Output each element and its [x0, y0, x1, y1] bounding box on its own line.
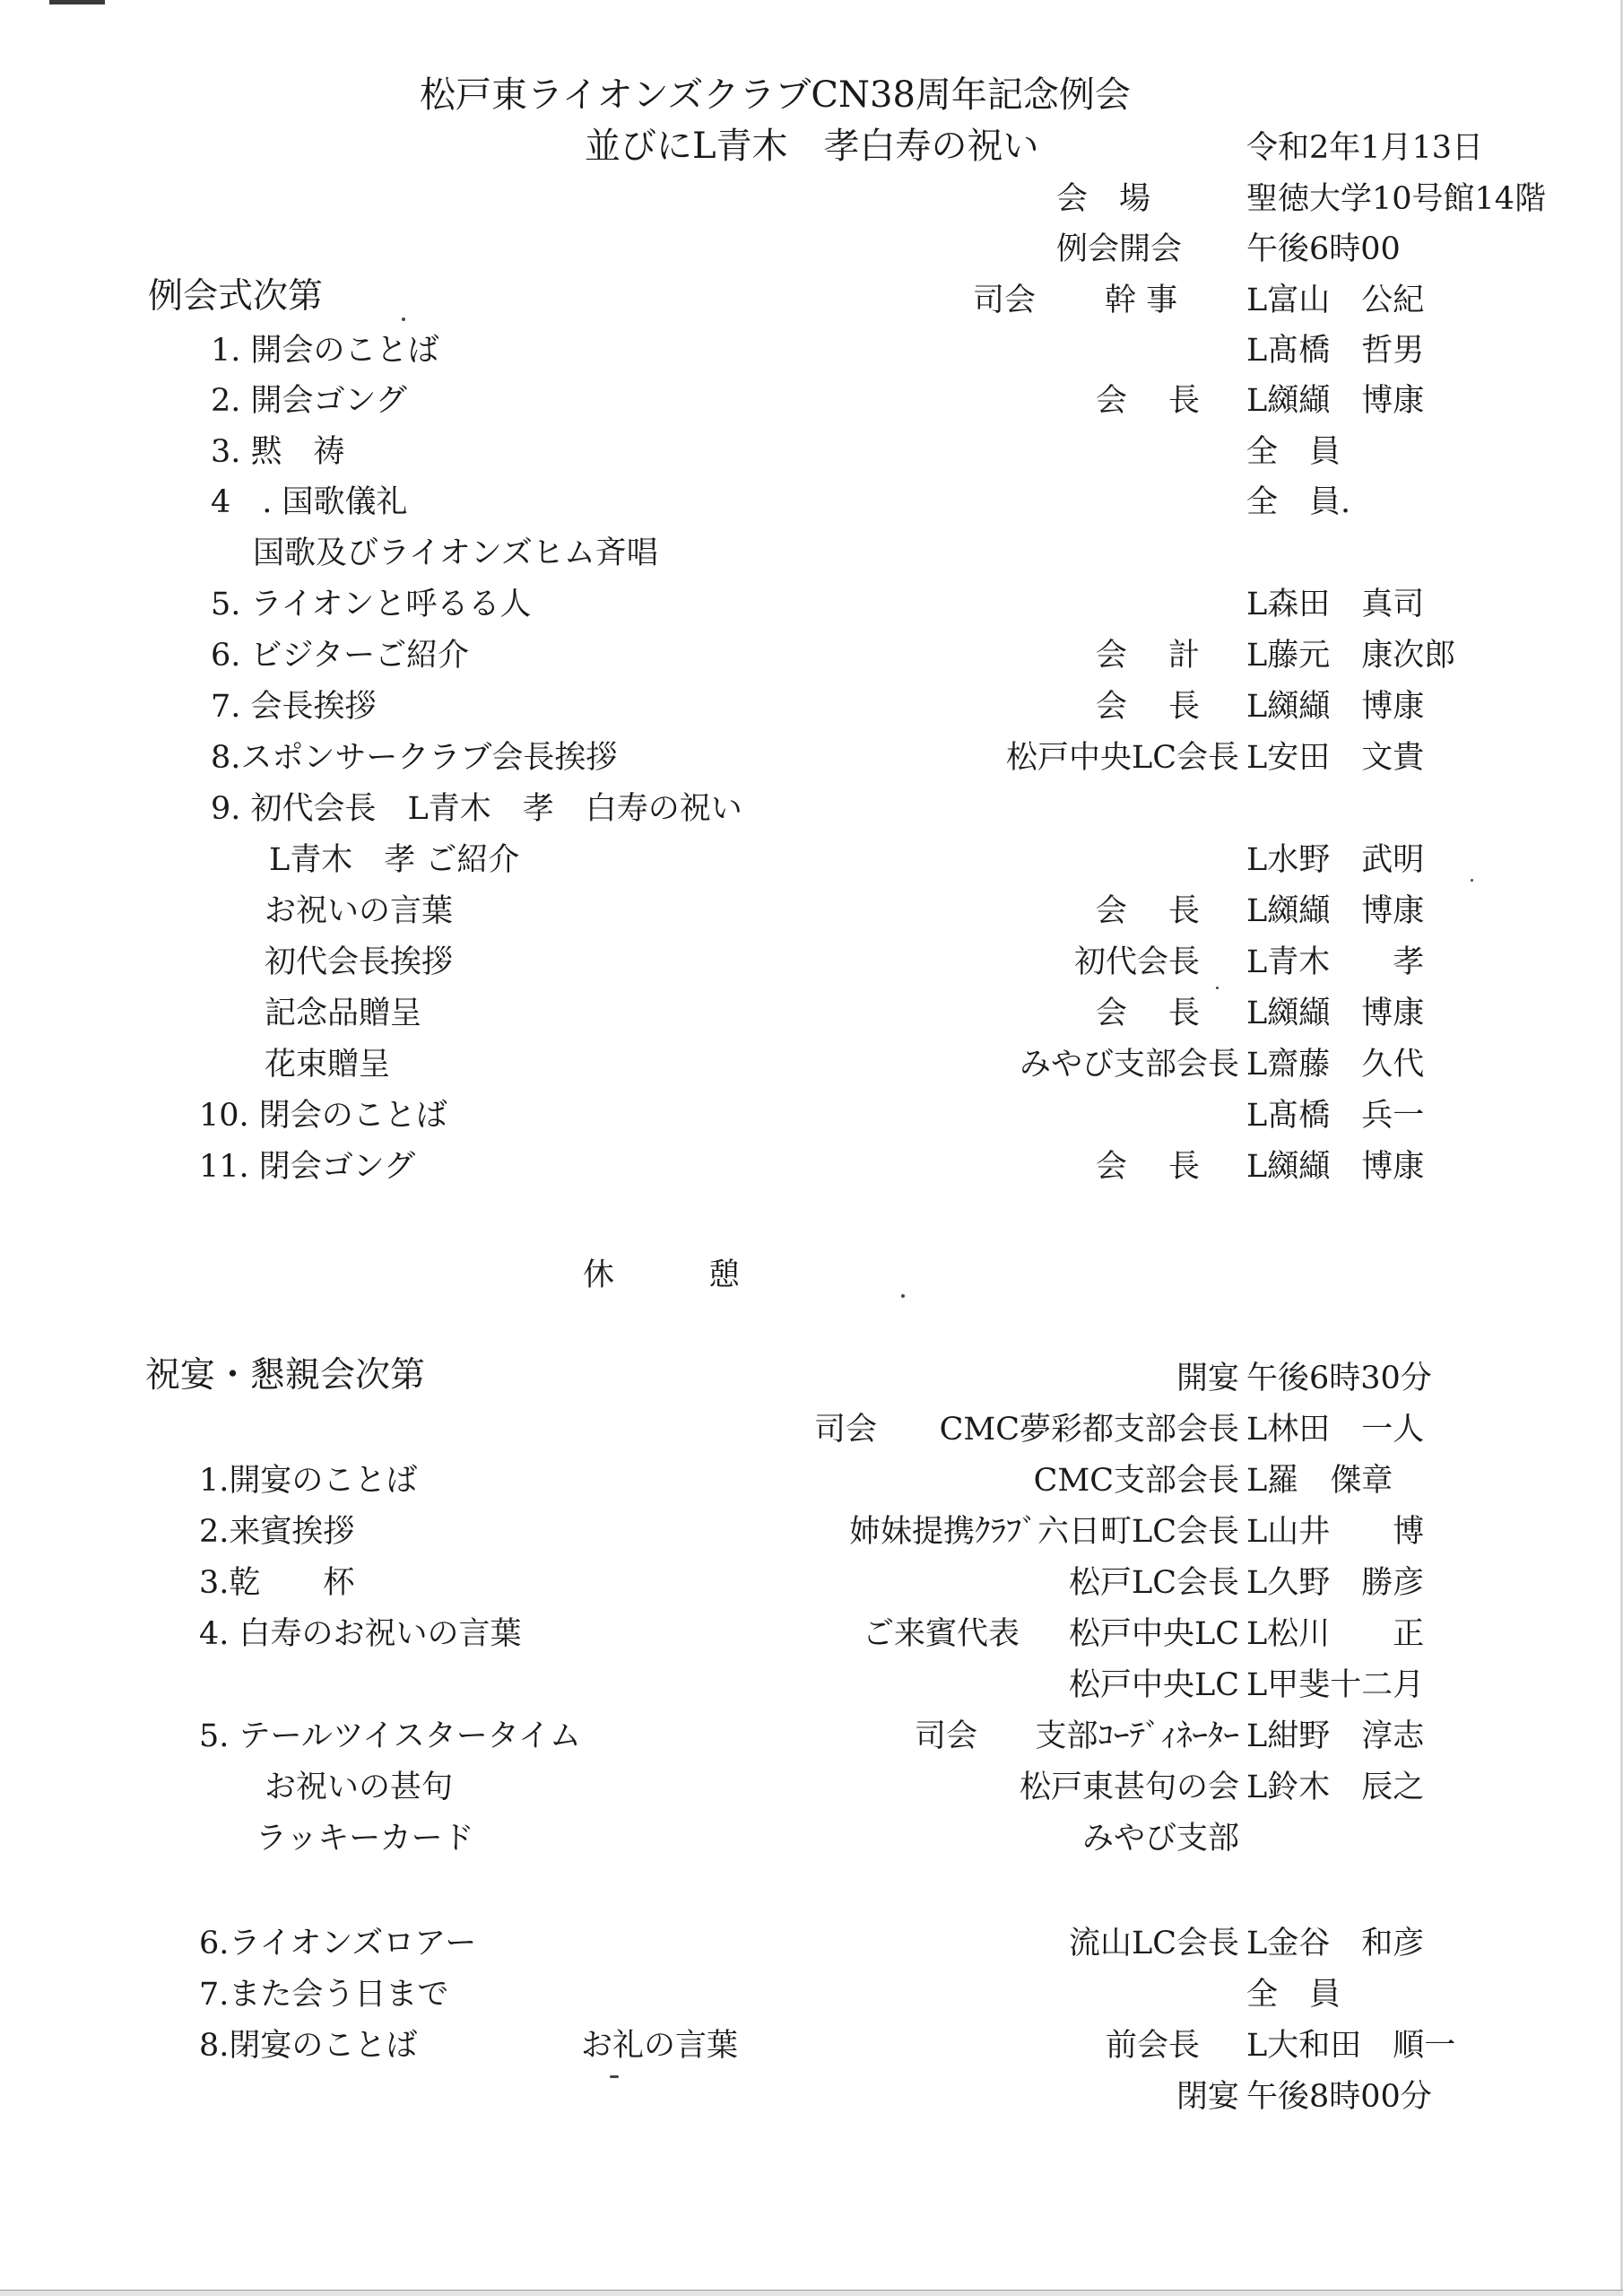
program-person: L纐纈 博康: [1246, 1149, 1425, 1185]
program-item: 7. 会長挨拶: [211, 689, 377, 725]
banquet-role: 松戸中央LC: [1068, 1616, 1239, 1652]
banquet-person: L羅 傑章: [1246, 1463, 1393, 1499]
program-person: L纐纈 博康: [1246, 893, 1425, 929]
program-person: L水野 武明: [1246, 842, 1425, 878]
banquet-role: 松戸東甚句の会: [1019, 1770, 1239, 1805]
banquet-person: L金谷 和彦: [1246, 1926, 1425, 1961]
break-label: 休 憩: [583, 1257, 741, 1293]
program-subitem: 花束贈呈: [265, 1047, 391, 1083]
program-role: 初代会長: [1073, 944, 1200, 980]
program-subitem: L青木 孝 ご紹介: [269, 842, 520, 878]
venue-label: 会 場: [1056, 181, 1151, 217]
program-role: 会 長: [1095, 996, 1200, 1031]
program-subitem: お祝いの言葉: [265, 893, 454, 929]
scan-artifact: [49, 0, 105, 4]
program-role: 会 長: [1095, 383, 1200, 419]
program-item: 3. 黙 祷: [211, 434, 345, 470]
program-role: 会 長: [1095, 1149, 1200, 1185]
document-title: 松戸東ライオンズクラブCN38周年記念例会: [420, 74, 1131, 116]
program-role: みやび支部会長: [1019, 1047, 1239, 1083]
banquet-role: 支部ｺｰﾃﾞｨﾈｰﾀｰ: [1035, 1718, 1239, 1754]
open-time-value: 午後6時00: [1246, 231, 1401, 267]
banquet-mc-label: 司会: [814, 1412, 878, 1448]
program-item: 4 . 国歌儀礼: [211, 484, 408, 520]
banquet-person: L大和田 順一: [1246, 2028, 1456, 2064]
banquet-item: 8.閉宴のことば: [199, 2028, 418, 2064]
meeting-heading: 例会式次第: [148, 276, 324, 317]
banquet-item: 3.乾 杯: [199, 1565, 355, 1601]
program-person: 全 員: [1246, 434, 1341, 470]
banquet-item-note: お礼の言葉: [581, 2028, 739, 2064]
banquet-subitem: お祝いの甚句: [265, 1770, 454, 1805]
scan-speck: [1216, 987, 1219, 989]
banquet-item: 7.また会う日まで: [199, 1977, 449, 2013]
document-subtitle: 並びにL青木 孝白寿の祝い: [585, 126, 1039, 167]
event-date: 令和2年1月13日: [1246, 130, 1484, 166]
banquet-item: 1.開宴のことば: [199, 1463, 418, 1499]
program-item: 6. ビジターご紹介: [211, 638, 470, 674]
program-item: 2. 開会ゴング: [211, 383, 407, 419]
program-item: 8.スポンサークラブ会長挨拶: [211, 740, 618, 776]
banquet-mc-role: CMC夢彩都支部会長: [939, 1412, 1239, 1448]
banquet-person: L久野 勝彦: [1246, 1565, 1425, 1601]
banquet-close-label: 閉宴: [1176, 2079, 1239, 2115]
banquet-open-label: 開宴: [1176, 1361, 1239, 1396]
program-person: L森田 真司: [1246, 587, 1425, 622]
open-time-label: 例会開会: [1056, 231, 1183, 267]
banquet-role: 前会長: [1105, 2028, 1200, 2064]
program-role: 会 計: [1095, 638, 1200, 674]
program-item: 1. 開会のことば: [211, 333, 439, 369]
program-person: L髙橋 哲男: [1246, 333, 1425, 369]
banquet-role-prefix: ご来賓代表: [863, 1616, 1020, 1652]
program-person: L纐纈 博康: [1246, 689, 1425, 725]
banquet-subitem: ラッキーカード: [256, 1821, 474, 1857]
banquet-item: 6.ライオンズロアー: [199, 1926, 477, 1961]
banquet-person: L松川 正: [1246, 1616, 1425, 1652]
banquet-person: L鈴木 辰之: [1246, 1770, 1425, 1805]
program-person: L髙橋 兵一: [1246, 1098, 1425, 1134]
program-person: L藤元 康次郎: [1246, 638, 1456, 674]
scan-speck: [901, 1294, 905, 1298]
program-person: L青木 孝: [1246, 944, 1425, 980]
program-role: 会 長: [1095, 689, 1200, 725]
meeting-mc-role: 幹 事: [1105, 283, 1178, 318]
banquet-role: みやび支部: [1081, 1821, 1239, 1857]
program-item: 5. ライオンと呼るる人: [211, 587, 532, 622]
banquet-role: 流山LC会長: [1068, 1926, 1239, 1961]
banquet-role: 松戸LC会長: [1068, 1565, 1239, 1601]
program-person: L齋藤 久代: [1246, 1047, 1425, 1083]
scan-speck: [610, 2075, 619, 2078]
banquet-role-prefix: 司会: [915, 1718, 978, 1754]
banquet-item: 5. テールツイスタータイム: [199, 1718, 582, 1754]
venue-value: 聖徳大学10号館14階: [1246, 181, 1547, 217]
program-person: L纐纈 博康: [1246, 996, 1425, 1031]
banquet-item: 2.来賓挨拶: [199, 1514, 355, 1550]
banquet-person: L紺野 淳志: [1246, 1718, 1425, 1754]
program-person: L安田 文貴: [1246, 740, 1425, 776]
banquet-role: 松戸中央LC: [1068, 1667, 1239, 1703]
program-person: L纐纈 博康: [1246, 383, 1425, 419]
program-role: 松戸中央LC会長: [1005, 740, 1239, 776]
banquet-person: L山井 博: [1246, 1514, 1425, 1550]
banquet-heading: 祝宴・懇親会次第: [145, 1355, 426, 1396]
page-edge-bottom: [0, 2290, 1623, 2296]
banquet-person: 全 員: [1246, 1977, 1341, 2013]
program-item: 9. 初代会長 L青木 孝 白寿の祝い: [211, 791, 742, 827]
program-role: 会 長: [1095, 893, 1200, 929]
program-subitem: 初代会長挨拶: [265, 944, 454, 980]
scan-speck: [402, 317, 405, 321]
banquet-item: 4. 白寿のお祝いの言葉: [199, 1616, 522, 1652]
banquet-close-value: 午後8時00分: [1246, 2079, 1432, 2115]
banquet-mc-name: L林田 一人: [1246, 1412, 1425, 1448]
program-subitem: 国歌及びライオンズヒム斉唱: [253, 535, 658, 571]
program-subitem: 記念品贈呈: [265, 996, 422, 1031]
scan-speck: [1471, 879, 1473, 882]
banquet-role: 姉妹提携ｸﾗﾌﾞ六日町LC会長: [848, 1514, 1239, 1550]
meeting-mc-name: L富山 公紀: [1246, 283, 1425, 318]
program-item: 11. 閉会ゴング: [199, 1149, 416, 1185]
program-item: 10. 閉会のことば: [199, 1098, 447, 1134]
program-person: 全 員.: [1246, 484, 1351, 520]
banquet-role: CMC支部会長: [1033, 1463, 1239, 1499]
banquet-person: L甲斐十二月: [1246, 1667, 1425, 1703]
meeting-mc-label: 司会: [973, 283, 1037, 318]
banquet-open-value: 午後6時30分: [1246, 1361, 1432, 1396]
